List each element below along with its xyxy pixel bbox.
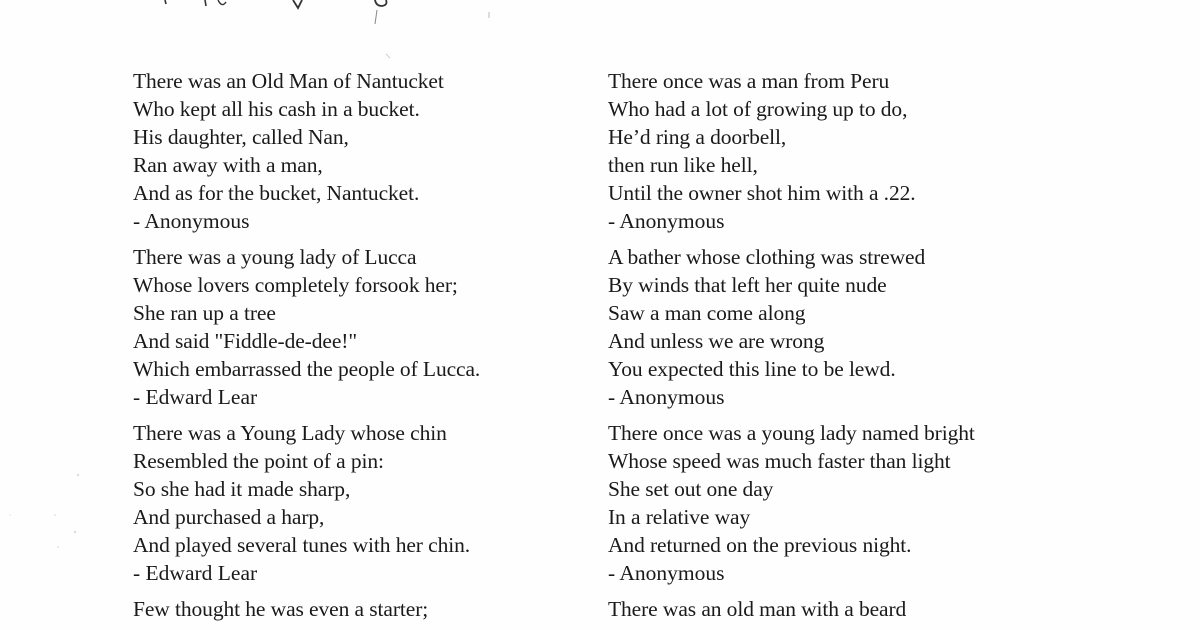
left-column: [133, 67, 573, 630]
right-column: [608, 67, 1078, 630]
handwriting-marks: [0, 0, 1200, 60]
poem-line: By winds that left her quite nude: [608, 273, 887, 297]
poem-line: A bather whose clothing was strewed: [608, 245, 926, 269]
poem-line: Who kept all his cash in a bucket.: [133, 97, 420, 121]
poem-line: And purchased a harp,: [133, 505, 325, 529]
poem-line: You expected this line to be lewd.: [608, 357, 896, 381]
poem-line: There was a young lady of Lucca: [133, 245, 417, 269]
poem-author: - Anonymous: [608, 561, 725, 585]
poem-line: There once was a young lady named bright: [608, 421, 975, 445]
limerick-peru: [608, 67, 1078, 235]
poem-author: - Edward Lear: [133, 561, 258, 585]
poem-line: then run like hell,: [608, 153, 758, 177]
poem-line: And unless we are wrong: [608, 329, 825, 353]
poem-line: There was an Old Man of Nantucket: [133, 69, 444, 93]
poem-line: There was a Young Lady whose chin: [133, 421, 447, 445]
limerick-bather: [608, 243, 1078, 411]
poem-line: He’d ring a doorbell,: [608, 125, 787, 149]
limerick-lucca: [133, 243, 573, 411]
poem-line: Resembled the point of a pin:: [133, 449, 384, 473]
poem-line: She ran up a tree: [133, 301, 276, 325]
poem-line: And returned on the previous night.: [608, 533, 912, 557]
poem-line: Saw a man come along: [608, 301, 806, 325]
limerick-nantucket: [133, 67, 573, 235]
poem-line: His daughter, called Nan,: [133, 125, 349, 149]
limerick-beard: [608, 595, 1078, 623]
poem-line: And played several tunes with her chin.: [133, 533, 471, 557]
poem-line: Few thought he was even a starter;: [133, 597, 429, 621]
poem-line: There was an old man with a beard: [608, 597, 907, 621]
poem-line: So she had it made sharp,: [133, 477, 351, 501]
poem-line: Until the owner shot him with a .22.: [608, 181, 916, 205]
poem-line: In a relative way: [608, 505, 751, 529]
limerick-bright: [608, 419, 1078, 587]
poem-line: And said "Fiddle-de-dee!": [133, 329, 358, 353]
poem-line: And as for the bucket, Nantucket.: [133, 181, 420, 205]
poem-line: Whose speed was much faster than light: [608, 449, 951, 473]
poem-author: - Edward Lear: [133, 385, 258, 409]
poem-author: - Anonymous: [608, 209, 725, 233]
poem-line: Whose lovers completely forsook her;: [133, 273, 458, 297]
poem-line: Who had a lot of growing up to do,: [608, 97, 908, 121]
poem-author: - Anonymous: [133, 209, 250, 233]
limerick-starter: [133, 595, 573, 623]
poem-author: - Anonymous: [608, 385, 725, 409]
poem-line: She set out one day: [608, 477, 774, 501]
poem-line: Which embarrassed the people of Lucca.: [133, 357, 481, 381]
limerick-chin: [133, 419, 573, 587]
poem-line: There once was a man from Peru: [608, 69, 890, 93]
poem-line: Ran away with a man,: [133, 153, 323, 177]
